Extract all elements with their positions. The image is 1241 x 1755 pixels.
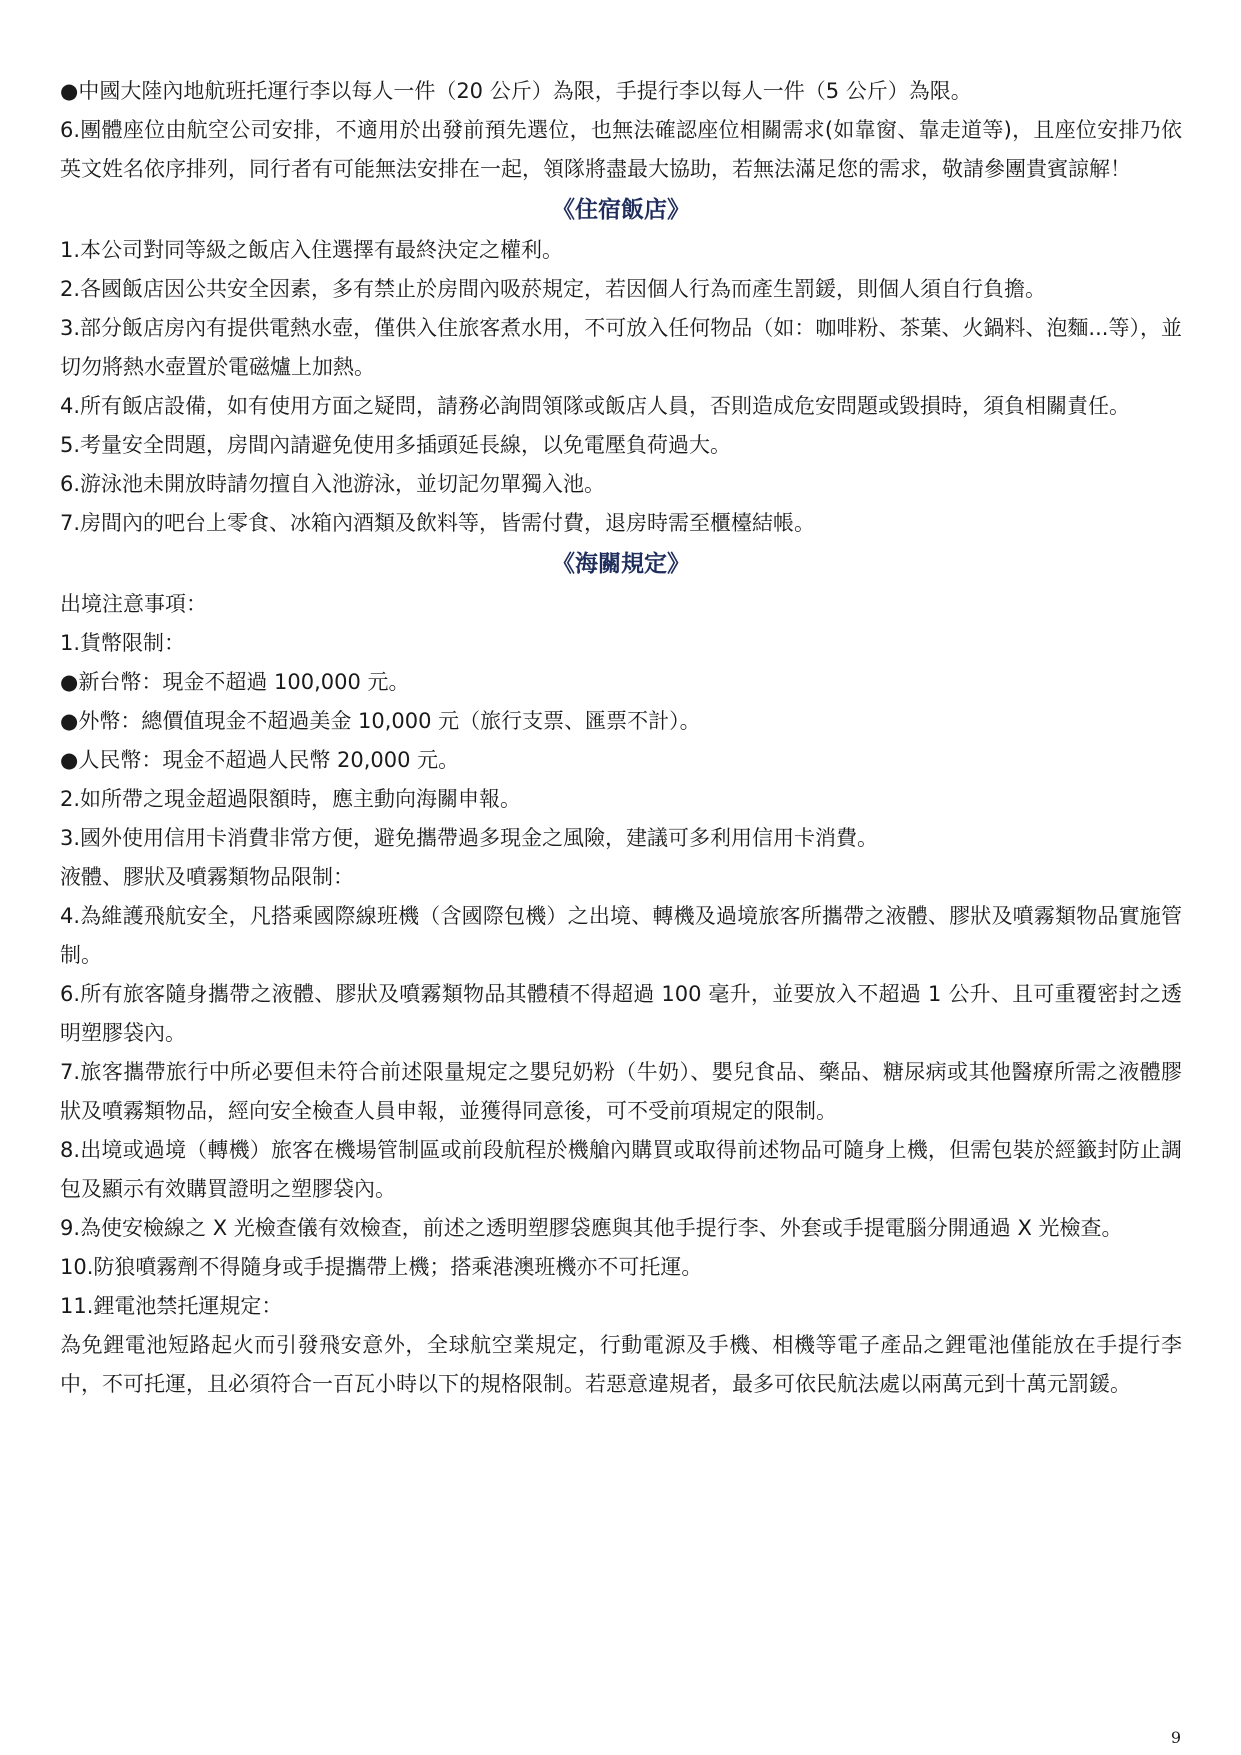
paragraph: ●新台幣：現金不超過 100,000 元。 xyxy=(60,670,410,694)
paragraph: 1.本公司對同等級之飯店入住選擇有最終決定之權利。 xyxy=(60,238,564,262)
paragraph: 1.貨幣限制： xyxy=(60,631,186,655)
paragraph: 6.團體座位由航空公司安排，不適用於出發前預先選位，也無法確認座位相關需求(如靠窗、靠走道等)，且座位安排乃依英文姓名依序排列，同行者有可能無法安排在一起，領隊將盡最大協助，若無法滿足您的需求，敬請參團貴賓諒解！ xyxy=(60,118,1182,181)
paragraph: ●人民幣：現金不超過人民幣 20,000 元。 xyxy=(60,748,460,772)
document-body xyxy=(60,72,1182,1404)
paragraph: 11.鋰電池禁托運規定： xyxy=(60,1294,283,1318)
paragraph: 3.部分飯店房內有提供電熱水壺，僅供入住旅客煮水用，不可放入任何物品（如：咖啡粉、茶葉、火鍋料、泡麵...等），並切勿將熱水壺置於電磁爐上加熱。 xyxy=(60,316,1182,379)
paragraph: 3.國外使用信用卡消費非常方便，避免攜帶過多現金之風險，建議可多利用信用卡消費。 xyxy=(60,826,879,850)
paragraph: 5.考量安全問題，房間內請避免使用多插頭延長線，以免電壓負荷過大。 xyxy=(60,433,732,457)
paragraph: 10.防狼噴霧劑不得隨身或手提攜帶上機；搭乘港澳班機亦不可托運。 xyxy=(60,1255,703,1279)
paragraph: 9.為使安檢線之 X 光檢查儀有效檢查，前述之透明塑膠袋應與其他手提行李、外套或手提電腦分開通過 X 光檢查。 xyxy=(60,1216,1123,1240)
paragraph: ●中國大陸內地航班托運行李以每人一件（20 公斤）為限，手提行李以每人一件（5 公斤）為限。 xyxy=(60,79,972,103)
paragraph: 出境注意事項： xyxy=(60,592,207,616)
paragraph: 6.游泳池未開放時請勿擅自入池游泳，並切記勿單獨入池。 xyxy=(60,472,606,496)
section-heading-customs: 《海關規定》 xyxy=(552,551,690,577)
paragraph: ●外幣：總價值現金不超過美金 10,000 元（旅行支票、匯票不計）。 xyxy=(60,709,701,733)
paragraph: 4.所有飯店設備，如有使用方面之疑問，請務必詢問領隊或飯店人員，否則造成危安問題或毀損時，須負相關責任。 xyxy=(60,394,1131,418)
paragraph: 8.出境或過境（轉機）旅客在機場管制區或前段航程於機艙內購買或取得前述物品可隨身上機，但需包裝於經籤封防止調包及顯示有效購買證明之塑膠袋內。 xyxy=(60,1138,1182,1201)
paragraph: 為免鋰電池短路起火而引發飛安意外，全球航空業規定，行動電源及手機、相機等電子產品之鋰電池僅能放在手提行李中，不可托運，且必須符合一百瓦小時以下的規格限制。若惡意違規者，最多可依民航法處以兩萬元到十萬元罰鍰。 xyxy=(60,1333,1182,1396)
paragraph: 7.房間內的吧台上零食、冰箱內酒類及飲料等，皆需付費，退房時需至櫃檯結帳。 xyxy=(60,511,816,535)
section-heading-accommodation: 《住宿飯店》 xyxy=(552,197,690,223)
paragraph: 4.為維護飛航安全，凡搭乘國際線班機（含國際包機）之出境、轉機及過境旅客所攜帶之液體、膠狀及噴霧類物品實施管制。 xyxy=(60,904,1182,967)
paragraph: 2.各國飯店因公共安全因素，多有禁止於房間內吸菸規定，若因個人行為而產生罰鍰，則個人須自行負擔。 xyxy=(60,277,1047,301)
paragraph: 7.旅客攜帶旅行中所必要但未符合前述限量規定之嬰兒奶粉（牛奶）、嬰兒食品、藥品、糖尿病或其他醫療所需之液體膠狀及噴霧類物品，經向安全檢查人員申報，並獲得同意後，可不受前項規定的限制。 xyxy=(60,1060,1182,1123)
paragraph: 2.如所帶之現金超過限額時，應主動向海關申報。 xyxy=(60,787,522,811)
paragraph: 液體、膠狀及噴霧類物品限制： xyxy=(60,865,354,889)
paragraph: 6.所有旅客隨身攜帶之液體、膠狀及噴霧類物品其體積不得超過 100 毫升，並要放入不超過 1 公升、且可重覆密封之透明塑膠袋內。 xyxy=(60,982,1182,1045)
page-number: 9 xyxy=(1170,1728,1181,1747)
